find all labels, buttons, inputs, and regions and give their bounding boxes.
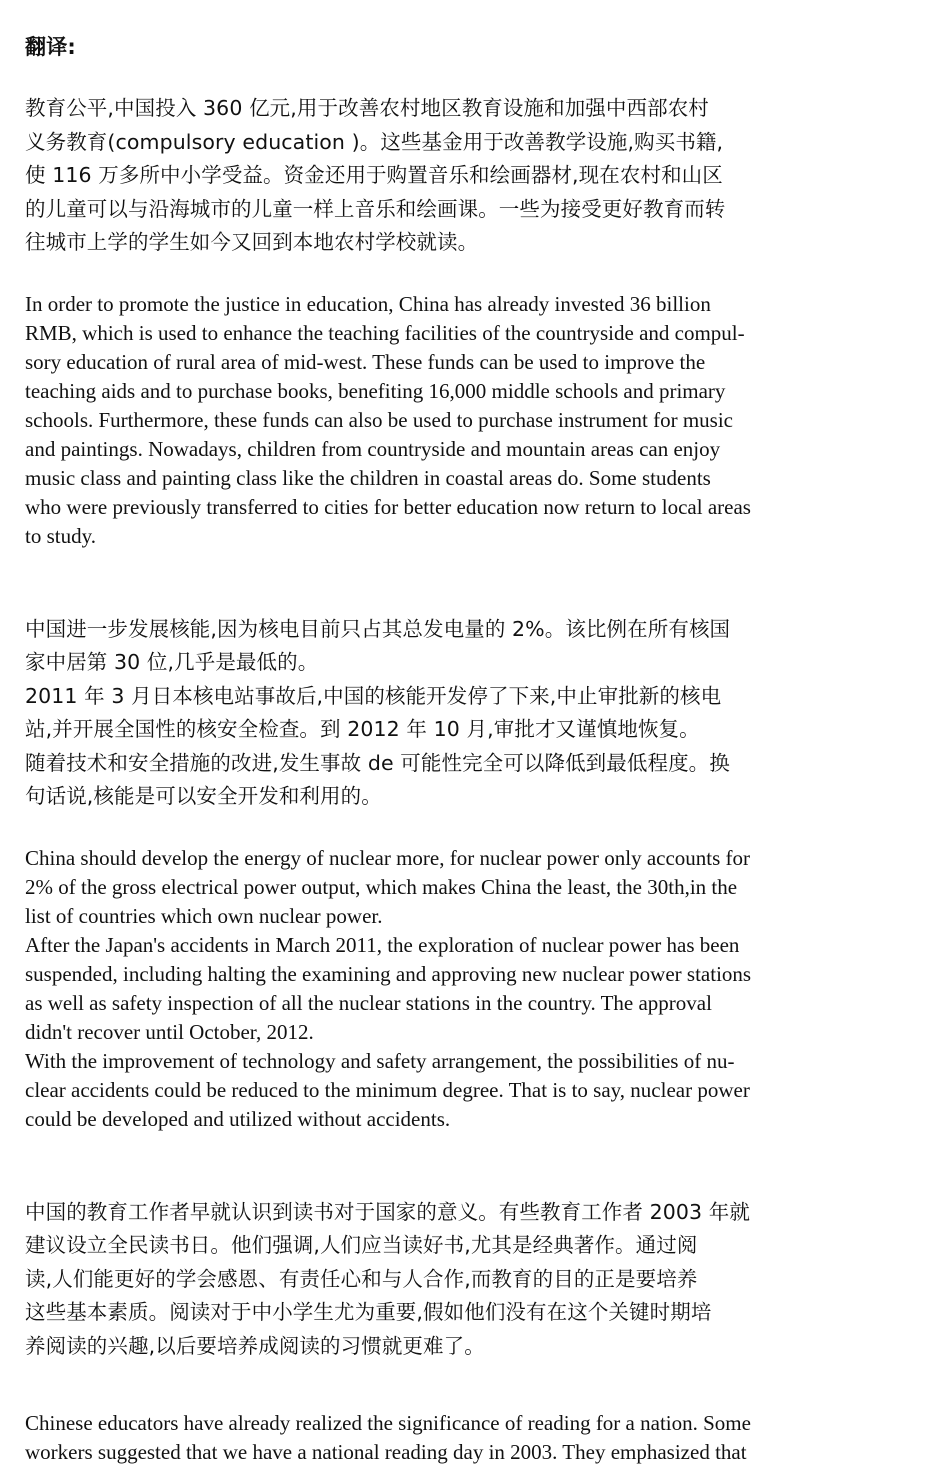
text-line: 教育公平,中国投入 360 亿元,用于改善农村地区教育设施和加强中西部农村 <box>25 92 882 126</box>
text-line: 站,并开展全国性的核安全检查。到 2012 年 10 月,审批才又谨慎地恢复。 <box>25 713 882 747</box>
text-line: 随着技术和安全措施的改进,发生事故 de 可能性完全可以降低到最低程度。换 <box>25 747 882 781</box>
spacer <box>25 1363 880 1409</box>
text-line: suspended, including halting the examining and approving new nuclear power stations <box>25 960 882 989</box>
spacer <box>25 260 880 290</box>
text-line: 使 116 万多所中小学受益。资金还用于购置音乐和绘画器材,现在农村和山区 <box>25 159 882 193</box>
english-paragraph-reading <box>25 1409 882 1467</box>
text-line: and paintings. Nowadays, children from countryside and mountain areas can enjoy <box>25 435 882 464</box>
text-line: teaching aids and to purchase books, benefiting 16,000 middle schools and primary <box>25 377 882 406</box>
text-line: 建议设立全民读书日。他们强调,人们应当读好书,尤其是经典著作。通过阅 <box>25 1229 882 1263</box>
text-line: could be developed and utilized without accidents. <box>25 1105 882 1134</box>
text-line: who were previously transferred to cities for better education now return to local areas <box>25 493 882 522</box>
chinese-paragraph-education <box>25 92 882 260</box>
text-line: 2011 年 3 月日本核电站事故后,中国的核能开发停了下来,中止审批新的核电 <box>25 680 882 714</box>
text-line: 中国的教育工作者早就认识到读书对于国家的意义。有些教育工作者 2003 年就 <box>25 1196 882 1230</box>
text-line: 的儿童可以与沿海城市的儿童一样上音乐和绘画课。一些为接受更好教育而转 <box>25 193 882 227</box>
section-reading <box>25 1196 880 1467</box>
spacer <box>25 814 880 844</box>
spacer-between-sections <box>25 551 880 613</box>
text-line: 养阅读的兴趣,以后要培养成阅读的习惯就更难了。 <box>25 1330 882 1364</box>
section-nuclear <box>25 613 880 1134</box>
text-line: With the improvement of technology and safety arrangement, the possibilities of nu- <box>25 1047 882 1076</box>
text-line: In order to promote the justice in education, China has already invested 36 billion <box>25 290 882 319</box>
text-line: to study. <box>25 522 882 551</box>
text-line: 往城市上学的学生如今又回到本地农村学校就读。 <box>25 226 882 260</box>
text-line: workers suggested that we have a national reading day in 2003. They emphasized that <box>25 1438 882 1467</box>
text-line: as well as safety inspection of all the nuclear stations in the country. The approval <box>25 989 882 1018</box>
english-paragraph-nuclear <box>25 844 882 1134</box>
text-line: 读,人们能更好的学会感恩、有责任心和与人合作,而教育的目的正是要培养 <box>25 1263 882 1297</box>
text-line: schools. Furthermore, these funds can also be used to purchase instrument for music <box>25 406 882 435</box>
text-line: list of countries which own nuclear power. <box>25 902 882 931</box>
text-line: China should develop the energy of nuclear more, for nuclear power only accounts for <box>25 844 882 873</box>
text-line: After the Japan's accidents in March 2011, the exploration of nuclear power has been <box>25 931 882 960</box>
chinese-paragraph-nuclear <box>25 613 882 814</box>
text-line: clear accidents could be reduced to the minimum degree. That is to say, nuclear power <box>25 1076 882 1105</box>
spacer-between-sections <box>25 1134 880 1196</box>
text-line: 家中居第 30 位,几乎是最低的。 <box>25 646 882 680</box>
spacer-after-title <box>25 62 880 92</box>
text-line: 义务教育(compulsory education )。这些基金用于改善教学设施,购买书籍, <box>25 126 882 160</box>
text-line: 这些基本素质。阅读对于中小学生尤为重要,假如他们没有在这个关键时期培 <box>25 1296 882 1330</box>
text-line: 中国进一步发展核能,因为核电目前只占其总发电量的 2%。该比例在所有核国 <box>25 613 882 647</box>
text-line: music class and painting class like the children in coastal areas do. Some students <box>25 464 882 493</box>
text-line: RMB, which is used to enhance the teaching facilities of the countryside and compul- <box>25 319 882 348</box>
chinese-paragraph-reading <box>25 1196 882 1364</box>
text-line: didn't recover until October, 2012. <box>25 1018 882 1047</box>
text-line: Chinese educators have already realized the significance of reading for a nation. Some <box>25 1409 882 1438</box>
english-paragraph-education <box>25 290 882 551</box>
text-line: sory education of rural area of mid-west. These funds can be used to improve the <box>25 348 882 377</box>
text-line: 句话说,核能是可以安全开发和利用的。 <box>25 780 882 814</box>
text-line: 2% of the gross electrical power output, which makes China the least, the 30th,in the <box>25 873 882 902</box>
section-education <box>25 92 880 551</box>
page-title: 翻译: <box>25 0 880 62</box>
